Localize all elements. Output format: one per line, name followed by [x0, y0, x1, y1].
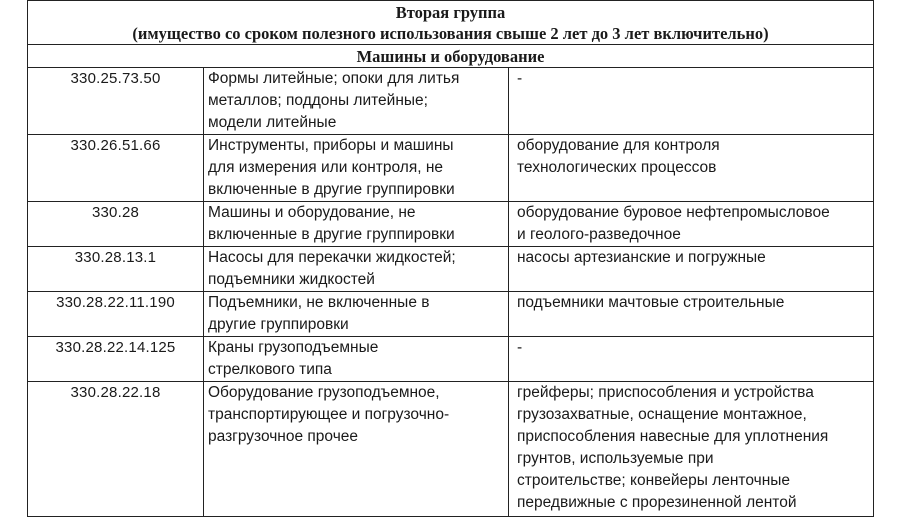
name-line: другие группировки [208, 316, 349, 333]
note-line: строительстве; конвейеры ленточные [517, 472, 791, 489]
group-title: Вторая группа [395, 3, 506, 22]
note-line: оборудование для контроля [517, 137, 720, 154]
name-line: Оборудование грузоподъемное, [208, 384, 440, 401]
name-line: Машины и оборудование, не [208, 204, 416, 221]
okof-name [204, 202, 509, 247]
okof-note [509, 292, 874, 337]
name-line: Формы литейные; опоки для литья [208, 70, 460, 87]
group-header [28, 1, 874, 45]
okof-code: 330.28.22.14.125 [28, 337, 204, 382]
okof-code: 330.28.13.1 [28, 247, 204, 292]
name-line: Насосы для перекачки жидкостей; [208, 249, 456, 266]
name-line: для измерения или контроля, не [208, 159, 444, 176]
okof-name [204, 292, 509, 337]
name-line: подъемники жидкостей [208, 271, 375, 288]
table-row [28, 247, 874, 292]
okof-name [204, 68, 509, 135]
okof-note [509, 337, 874, 382]
name-line: транспортирующее и погрузочно- [208, 406, 450, 423]
table-row [28, 292, 874, 337]
name-line: разгрузочное прочее [208, 428, 359, 445]
note-line: технологических процессов [517, 159, 717, 176]
okof-note [509, 382, 874, 517]
okof-note [509, 247, 874, 292]
note-line: грузозахватные, оснащение монтажное, [517, 406, 807, 423]
okof-name [204, 247, 509, 292]
note-line: - [517, 339, 523, 356]
okof-code: 330.28.22.11.190 [28, 292, 204, 337]
table-row [28, 202, 874, 247]
name-line: включенные в другие группировки [208, 181, 455, 198]
name-line: Инструменты, приборы и машины [208, 137, 454, 154]
section-header-row [28, 45, 874, 68]
okof-note [509, 202, 874, 247]
note-line: подъемники мачтовые строительные [517, 294, 785, 311]
note-line: грунтов, используемые при [517, 450, 714, 467]
okof-code: 330.28 [28, 202, 204, 247]
name-line: модели литейные [208, 114, 337, 131]
name-line: стрелкового типа [208, 361, 332, 378]
name-line: металлов; поддоны литейные; [208, 92, 428, 109]
note-line: и геолого-разведочное [517, 226, 681, 243]
note-line: оборудование буровое нефтепромысловое [517, 204, 830, 221]
table-row [28, 68, 874, 135]
okof-name [204, 337, 509, 382]
table-row [28, 382, 874, 517]
okof-note [509, 68, 874, 135]
depreciation-group-table [27, 0, 874, 517]
okof-name [204, 135, 509, 202]
note-line: приспособления навесные для уплотнения [517, 428, 829, 445]
okof-code: 330.26.51.66 [28, 135, 204, 202]
table-row [28, 337, 874, 382]
name-line: Подъемники, не включенные в [208, 294, 430, 311]
note-line: передвижные с прорезиненной лентой [517, 494, 797, 511]
okof-name [204, 382, 509, 517]
note-line: грейферы; приспособления и устройства [517, 384, 814, 401]
group-subtitle: (имущество со сроком полезного использования свыше 2 лет до 3 лет включительно) [132, 24, 769, 43]
okof-note [509, 135, 874, 202]
note-line: насосы артезианские и погружные [517, 249, 766, 266]
name-line: Краны грузоподъемные [208, 339, 379, 356]
table-header-row [28, 1, 874, 45]
okof-code: 330.28.22.18 [28, 382, 204, 517]
table-row [28, 135, 874, 202]
name-line: включенные в другие группировки [208, 226, 455, 243]
okof-code: 330.25.73.50 [28, 68, 204, 135]
note-line: - [517, 70, 523, 87]
section-title: Машины и оборудование [28, 45, 874, 68]
